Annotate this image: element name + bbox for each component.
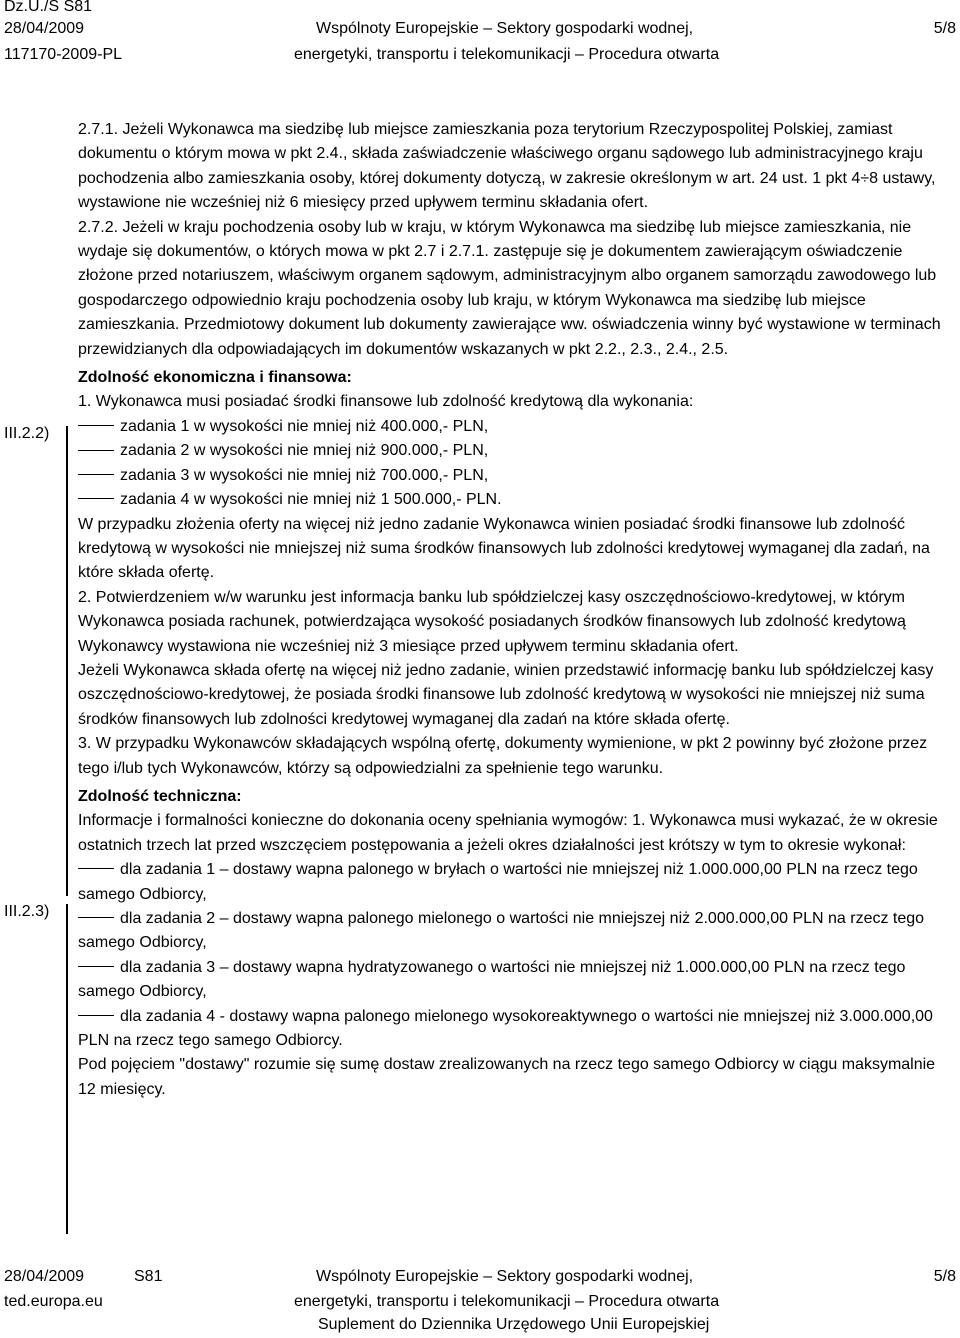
header-page-number: 5/8: [933, 20, 956, 37]
paragraph-financial-1: 1. Wykonawca musi posiadać środki finansowe lub zdolność kredytową dla wykonania:: [78, 393, 694, 411]
footer-title-line3: Suplement do Dziennika Urzędowego Unii Europejskiej: [318, 1316, 710, 1333]
dash-bullet: [78, 966, 114, 967]
list-item: [78, 464, 954, 488]
change-bar: [66, 904, 68, 1234]
header-title-line2: energetyki, transportu i telekomunikacji – Procedura otwarta: [294, 46, 720, 63]
header-ref: Dz.U./S S81: [4, 0, 93, 15]
paragraph-delivery-definition: Pod pojęciem "dostawy" rozumie się sumę dostaw zrealizowanych na rzecz tego samego Odbiorcy w ciągu maksymalnie 12 miesięcy.: [78, 1056, 936, 1098]
list-item-text: dla zadania 3 – dostawy wapna hydratyzowanego o wartości nie mniejszej niż 1.000.000,00 PLN na rzecz tego samego Odbiorcy,: [78, 958, 906, 1001]
paragraph-multiple-bank-info: Jeżeli Wykonawca składa ofertę na więcej niż jedno zadanie, winien przedstawić informację banku lub spółdzielczej kasy oszczędnościowo-kredytowej, że posiada środki finansowe lub zdolność kredytową w wysokości nie mniejszej niż suma środków finansowych lub zdolności kredytowej wymaganej dla zadań na które składa ofertę.: [78, 661, 934, 728]
list-item: [78, 415, 954, 439]
footer-site-link[interactable]: ted.europa.eu: [4, 1293, 103, 1310]
paragraph-2-7-1: 2.7.1. Jeżeli Wykonawca ma siedzibę lub miejsce zamieszkania poza terytorium Rzeczypospolitej Polskiej, zamiast dokumentu o którym mowa w pkt 2.4., składa zaświadczenie właściwego organu sądowego lub administracyjnego kraju pochodzenia albo zamieszkania osoby, której dokumenty dotyczą, w zakresie określonym w art. 24 ust. 1 pkt 4÷8 ustawy, wystawione nie wcześniej niż 6 miesięcy przed upływem terminu składania ofert.: [78, 121, 936, 212]
section-label-iii-2-2: III.2.2): [4, 425, 50, 442]
list-item: [78, 488, 954, 512]
list-item: [78, 956, 954, 1005]
list-item: [78, 907, 954, 956]
list-item-text: dla zadania 4 - dostawy wapna palonego mielonego wysokoreaktywnego o wartości nie mniejszej niż 3.000.000,00 PLN na rzecz tego samego Odbiorcy.: [78, 1007, 933, 1050]
list-item: [78, 858, 954, 907]
header-date: 28/04/2009: [4, 20, 85, 37]
main-content: [78, 118, 954, 1102]
change-bar: [66, 426, 68, 896]
header-doc-number: 117170-2009-PL: [4, 46, 123, 63]
dash-bullet: [78, 474, 114, 475]
paragraph-joint-offer: 3. W przypadku Wykonawców składających wspólną ofertę, dokumenty wymienione, w pkt 2 powinny być złożone przez tego i/lub tych Wykonawców, którzy są odpowiedzialni za spełnienie tego warunku.: [78, 735, 928, 777]
footer-title-line2: energetyki, transportu i telekomunikacji – Procedura otwarta: [294, 1293, 720, 1310]
list-item-text: zadania 1 w wysokości nie mniej niż 400.000,- PLN,: [120, 417, 489, 435]
list-item-text: dla zadania 1 – dostawy wapna palonego w bryłach o wartości nie mniejszej niż 1.000.000,00 PLN na rzecz tego samego Odbiorcy,: [78, 861, 918, 903]
heading-economic-capacity: Zdolność ekonomiczna i finansowa:: [78, 369, 352, 387]
list-item-text: zadania 4 w wysokości nie mniej niż 1 500.000,- PLN.: [120, 491, 502, 509]
section-label-iii-2-3: III.2.3): [4, 903, 50, 920]
dash-bullet: [78, 1015, 114, 1016]
footer-date: 28/04/2009: [4, 1268, 85, 1285]
heading-technical-capacity: Zdolność techniczna:: [78, 787, 242, 805]
dash-bullet: [78, 917, 114, 918]
paragraph-2-7-2: 2.7.2. Jeżeli w kraju pochodzenia osoby lub w kraju, w którym Wykonawca ma siedzibę lub miejsce zamieszkania, nie wydaje się dokumentów, o których mowa w pkt 2.7 i 2.7.1. zastępuje się je dokumentem zawierającym oświadczenie złożone przed notariuszem, właściwym organem sądowym, administracyjnym albo organem samorządu zawodowego lub gospodarczego odpowiednio kraju pochodzenia osoby lub kraju, w którym Wykonawca ma siedzibę lub miejsce zamieszkania. Przedmiotowy dokument lub dokumenty zawierające ww. oświadczenia winny być wystawione w terminach przewidzianych dla odpowiadających im dokumentów wskazanych w pkt 2.2., 2.3., 2.4., 2.5.: [78, 218, 941, 358]
paragraph-bank-info: 2. Potwierdzeniem w/w warunku jest informacja banku lub spółdzielczej kasy oszczędnościowo-kredytowej, w którym Wykonawca posiada rachunek, potwierdzająca wysokość posiadanych środków finansowych lub zdolność kredytową Wykonawcy wystawiona nie wcześniej niż 3 miesiące przed upływem terminu składania ofert.: [78, 588, 906, 655]
footer-title-line1: Wspólnoty Europejskie – Sektory gospodarki wodnej,: [316, 1268, 694, 1285]
list-item: [78, 439, 954, 463]
footer-series: S81: [134, 1268, 163, 1285]
list-item-text: dla zadania 2 – dostawy wapna palonego mielonego o wartości nie mniejszej niż 2.000.000,00 PLN na rzecz tego samego Odbiorcy,: [78, 910, 925, 952]
list-item-text: zadania 3 w wysokości nie mniej niż 700.000,- PLN,: [120, 466, 489, 484]
dash-bullet: [78, 868, 114, 869]
footer-page-number: 5/8: [933, 1268, 956, 1285]
paragraph-technical-1: Informacje i formalności konieczne do dokonania oceny spełniania wymogów: 1. Wykonawca musi wykazać, że w okresie ostatnich trzech lat przed wszczęciem postępowania a jeżeli okres działalności jest krótszy w tym to okresie wykonał:: [78, 812, 938, 854]
list-item-text: zadania 2 w wysokości nie mniej niż 900.000,- PLN,: [120, 442, 489, 460]
paragraph-multiple-tasks: W przypadku złożenia oferty na więcej niż jedno zadanie Wykonawca winien posiadać środki finansowe lub zdolność kredytową w wysokości nie mniejszej niż suma środków finansowych lub zdolności kredytowej wymaganej dla zadań, na które składa ofertę.: [78, 515, 930, 582]
dash-bullet: [78, 425, 114, 426]
header-title-line1: Wspólnoty Europejskie – Sektory gospodarki wodnej,: [316, 20, 694, 37]
list-item: [78, 1005, 954, 1054]
dash-bullet: [78, 498, 114, 499]
dash-bullet: [78, 450, 114, 451]
